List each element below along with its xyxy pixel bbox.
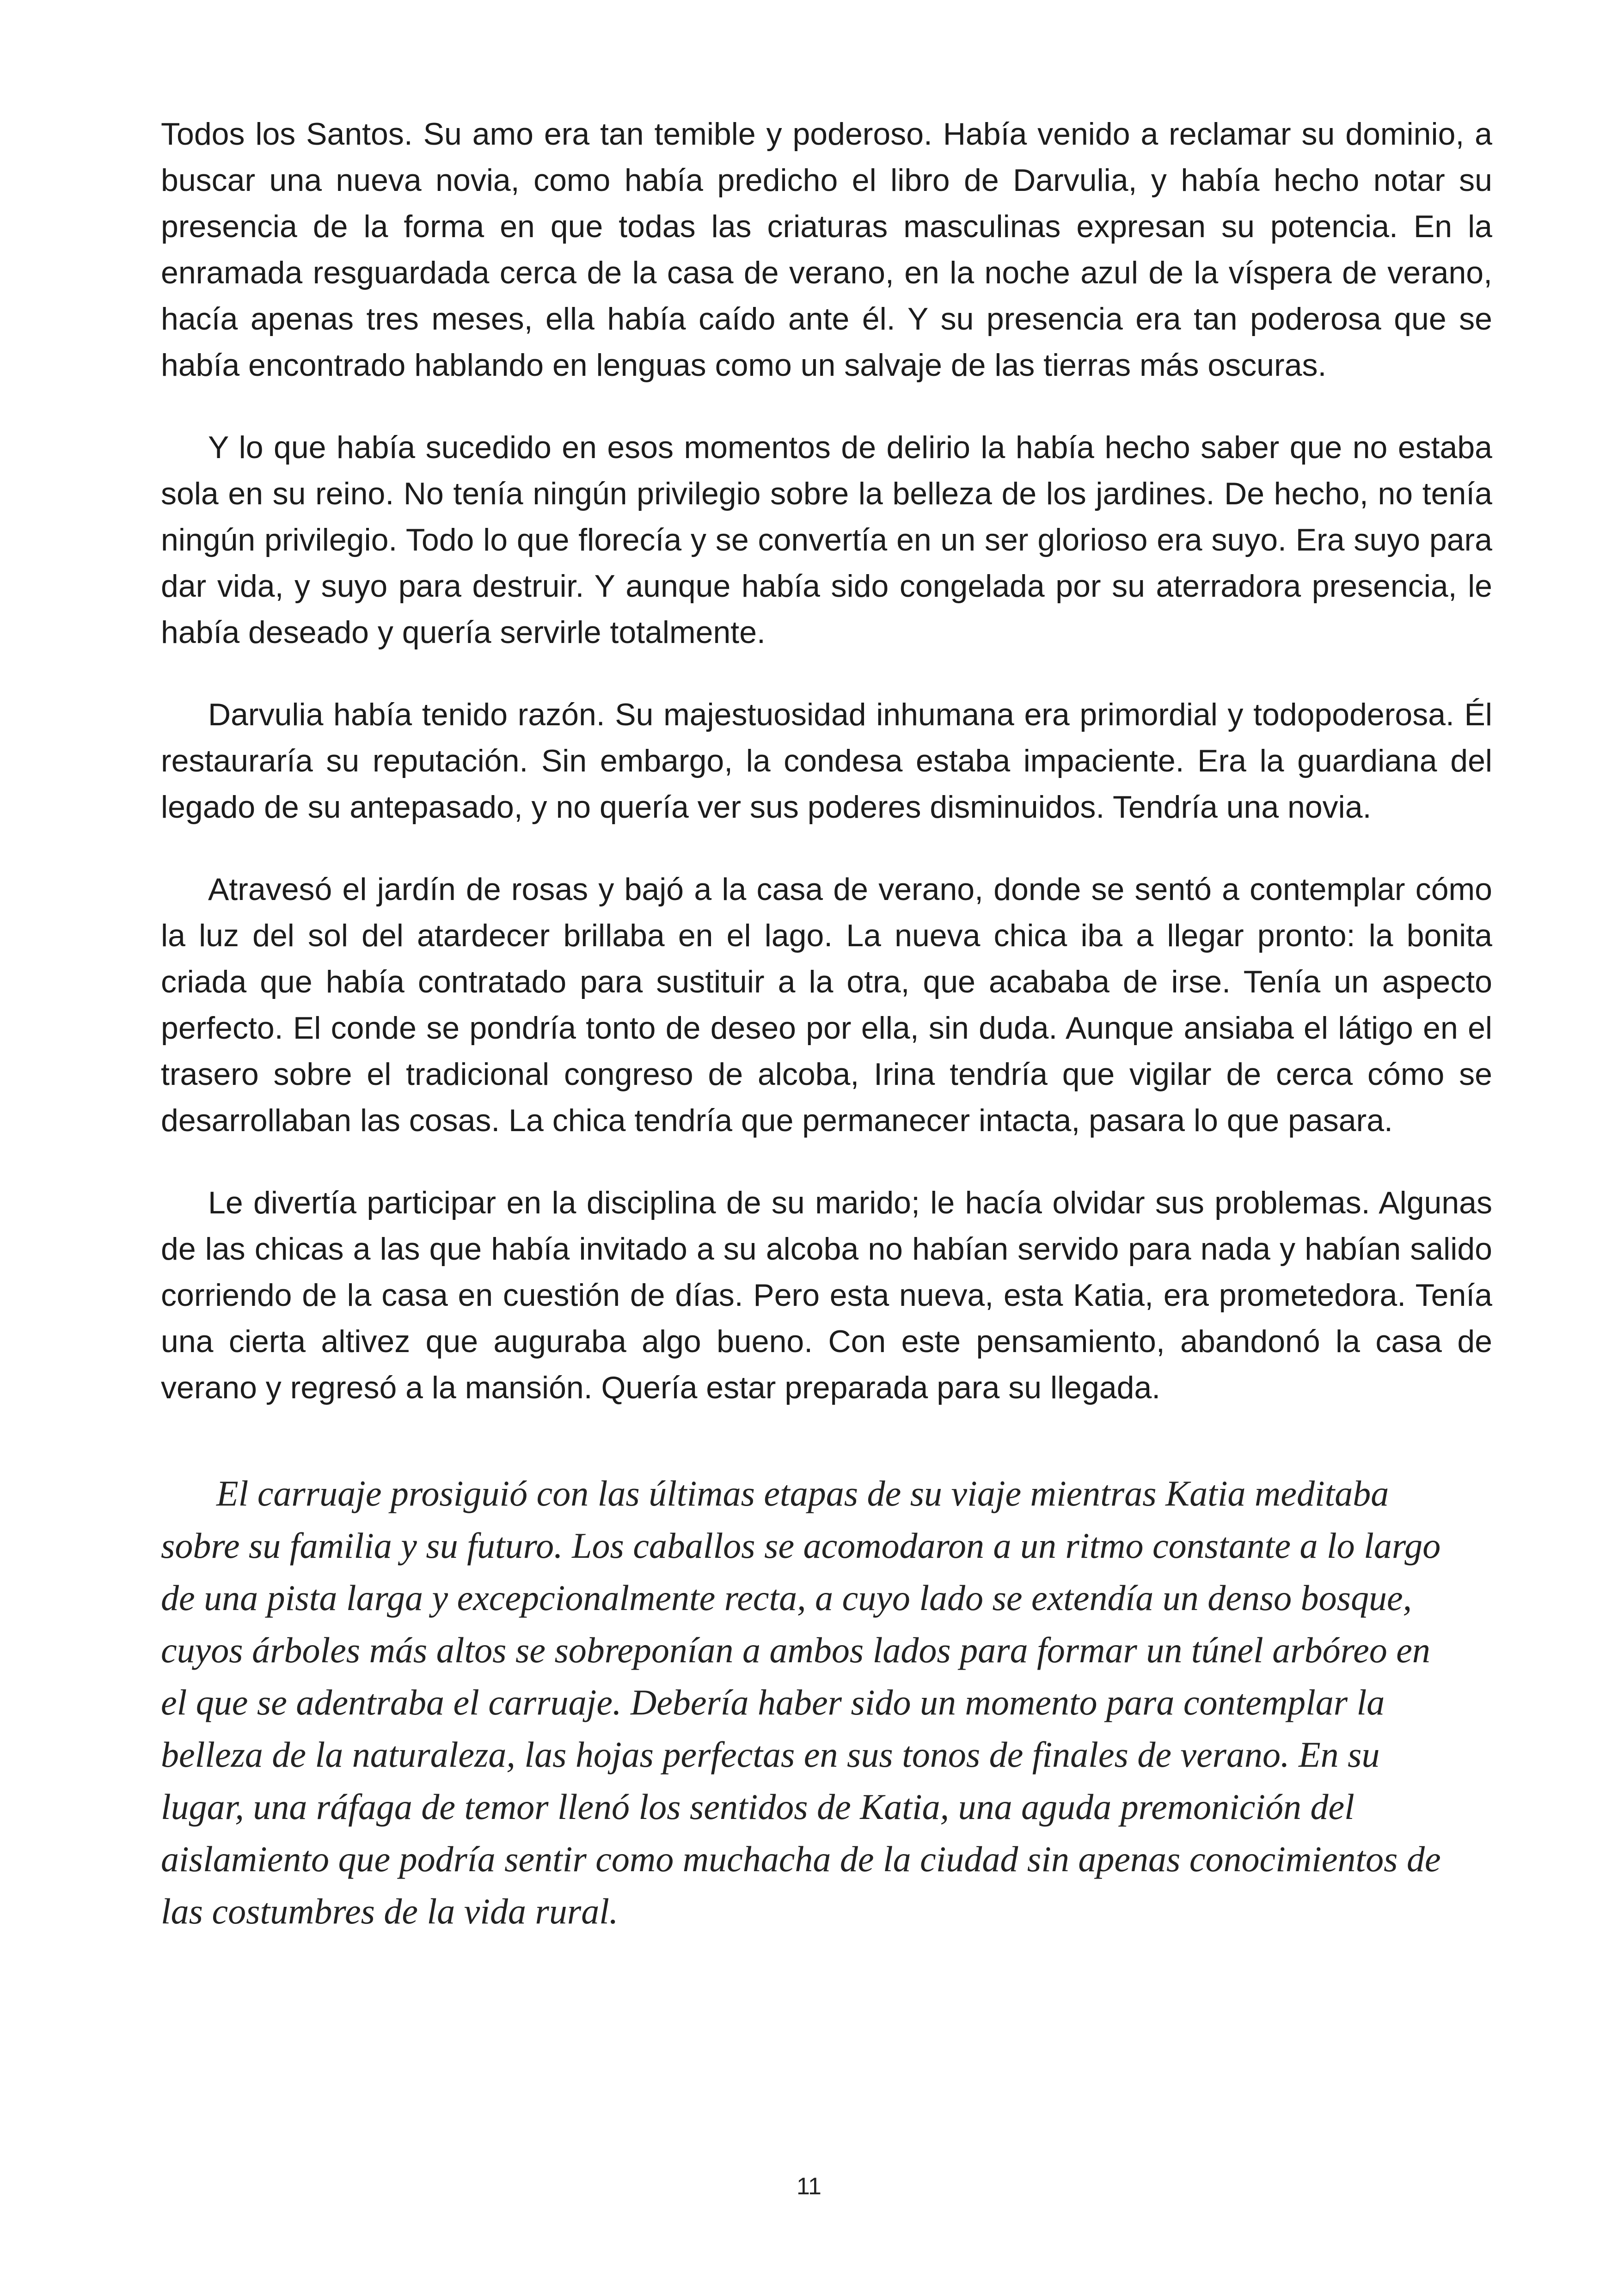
page-number: 11 <box>797 2173 821 2200</box>
paragraph-1: Todos los Santos. Su amo era tan temible y poderoso. Había venido a reclamar su dominio, a buscar una nueva novia, como había predicho el libro de Darvulia, y había hecho notar su presencia de la forma en que todas las criaturas masculinas expresan su potencia. En la enramada resguardada cerca de la casa de verano, en la noche azul de la víspera de verano, hacía apenas tres meses, ella había caído ante él. Y su presencia era tan poderosa que se había encontrado hablando en lenguas como un salvaje de las tierras más oscuras. <box>161 116 1492 383</box>
page-body <box>161 111 1492 1937</box>
paragraph-5: Le divertía participar en la disciplina de su marido; le hacía olvidar sus problemas. Algunas de las chicas a las que había invitado a su alcoba no habían servido para nada y habían salido corriendo de la casa en cuestión de días. Pero esta nueva, esta Katia, era prometedora. Tenía una cierta altivez que auguraba algo bueno. Con este pensamiento, abandonó la casa de verano y regresó a la mansión. Quería estar preparada para su llegada. <box>161 1185 1492 1405</box>
paragraph-2: Y lo que había sucedido en esos momentos de delirio la había hecho saber que no estaba sola en su reino. No tenía ningún privilegio sobre la belleza de los jardines. De hecho, no tenía ningún privilegio. Todo lo que florecía y se convertía en un ser glorioso era suyo. Era suyo para dar vida, y suyo para destruir. Y aunque había sido congelada por su aterradora presencia, le había deseado y quería servirle totalmente. <box>161 430 1492 650</box>
paragraph-4: Atravesó el jardín de rosas y bajó a la casa de verano, donde se sentó a contemplar cómo la luz del sol del atardecer brillaba en el lago. La nueva chica iba a llegar pronto: la bonita criada que había contratado para sustituir a la otra, que acababa de irse. Tenía un aspecto perfecto. El conde se pondría tonto de deseo por ella, sin duda. Aunque ansiaba el látigo en el trasero sobre el tradicional congreso de alcoba, Irina tendría que vigilar de cerca cómo se desarrollaban las cosas. La chica tendría que permanecer intacta, pasara lo que pasara. <box>161 872 1492 1138</box>
paragraph-3: Darvulia había tenido razón. Su majestuosidad inhumana era primordial y todopoderosa. Él restauraría su reputación. Sin embargo, la condesa estaba impaciente. Era la guardiana del legado de su antepasado, y no quería ver sus poderes disminuidos. Tendría una novia. <box>161 697 1492 825</box>
italic-paragraph: El carruaje prosiguió con las últimas etapas de su viaje mientras Katia meditaba sobre su familia y su futuro. Los caballos se acomodaron a un ritmo constante a lo largo de una pista larga y excepcionalmente recta, a cuyo lado se extendía un denso bosque, cuyos árboles más altos se sobreponían a ambos lados para formar un túnel arbóreo en el que se adentraba el carruaje. Debería haber sido un momento para contemplar la belleza de la naturaleza, las hojas perfectas en sus tonos de finales de verano. En su lugar, una ráfaga de temor llenó los sentidos de Katia, una aguda premonición del aislamiento que podría sentir como muchacha de la ciudad sin apenas conocimientos de las costumbres de la vida rural. <box>161 1473 1441 1931</box>
